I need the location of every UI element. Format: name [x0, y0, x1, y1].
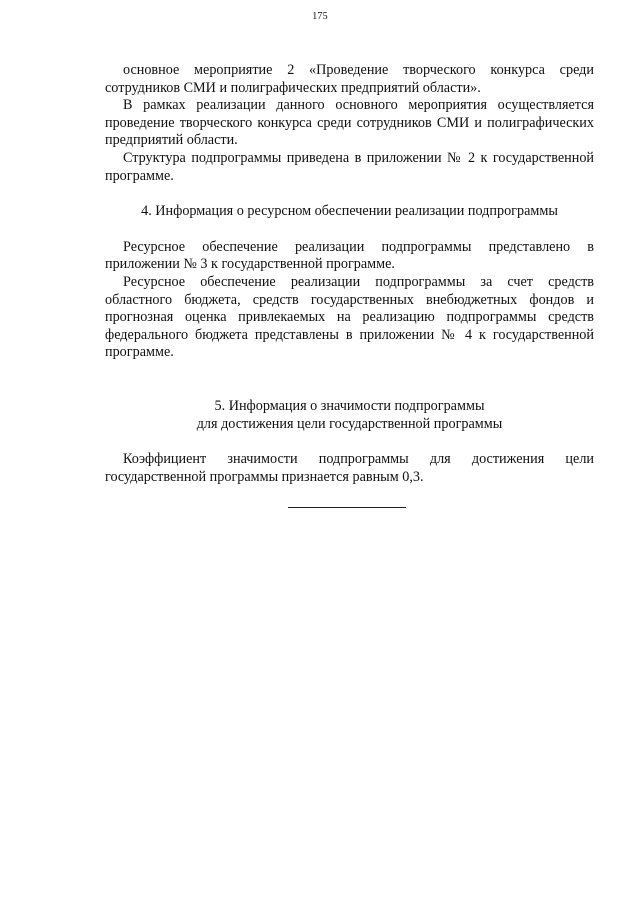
- section-4-paragraph-2: Ресурсное обеспечение реализации подпрограммы за счет средств областного бюджета, средств государственных внебюджетных фондов и прогнозная оценка привлекаемых на реализацию подпрограммы средств федерального бюджета представлены в приложении № 4 к государственной программе.: [105, 273, 594, 361]
- intro-paragraph-1: основное мероприятие 2 «Проведение творческого конкурса среди сотрудников СМИ и полиграфических предприятий области».: [105, 62, 594, 96]
- section-4-heading: 4. Информация о ресурсном обеспечении реализации подпрограммы: [141, 203, 558, 220]
- intro-paragraph-3: Структура подпрограммы приведена в приложении № 2 к государственной программе.: [105, 149, 594, 184]
- page-number: 175: [312, 11, 328, 22]
- section-5-heading: [105, 398, 594, 433]
- section-4-paragraph-1: Ресурсное обеспечение реализации подпрограммы представлено в приложении № 3 к государственной программе.: [105, 238, 594, 273]
- document-body: [105, 62, 594, 486]
- end-divider: [288, 507, 406, 508]
- intro-paragraph-2: В рамках реализации данного основного мероприятия осуществляется проведение творческого конкурса среди сотрудников СМИ и полиграфических предприятий области.: [105, 97, 594, 149]
- section-5-heading-line-2: для достижения цели государственной программы: [196, 415, 503, 432]
- section-5-paragraph-1: Коэффициент значимости подпрограммы для достижения цели государственной программы признается равным 0,3.: [105, 451, 594, 485]
- section-5-heading-line-1: 5. Информация о значимости подпрограммы: [214, 397, 485, 414]
